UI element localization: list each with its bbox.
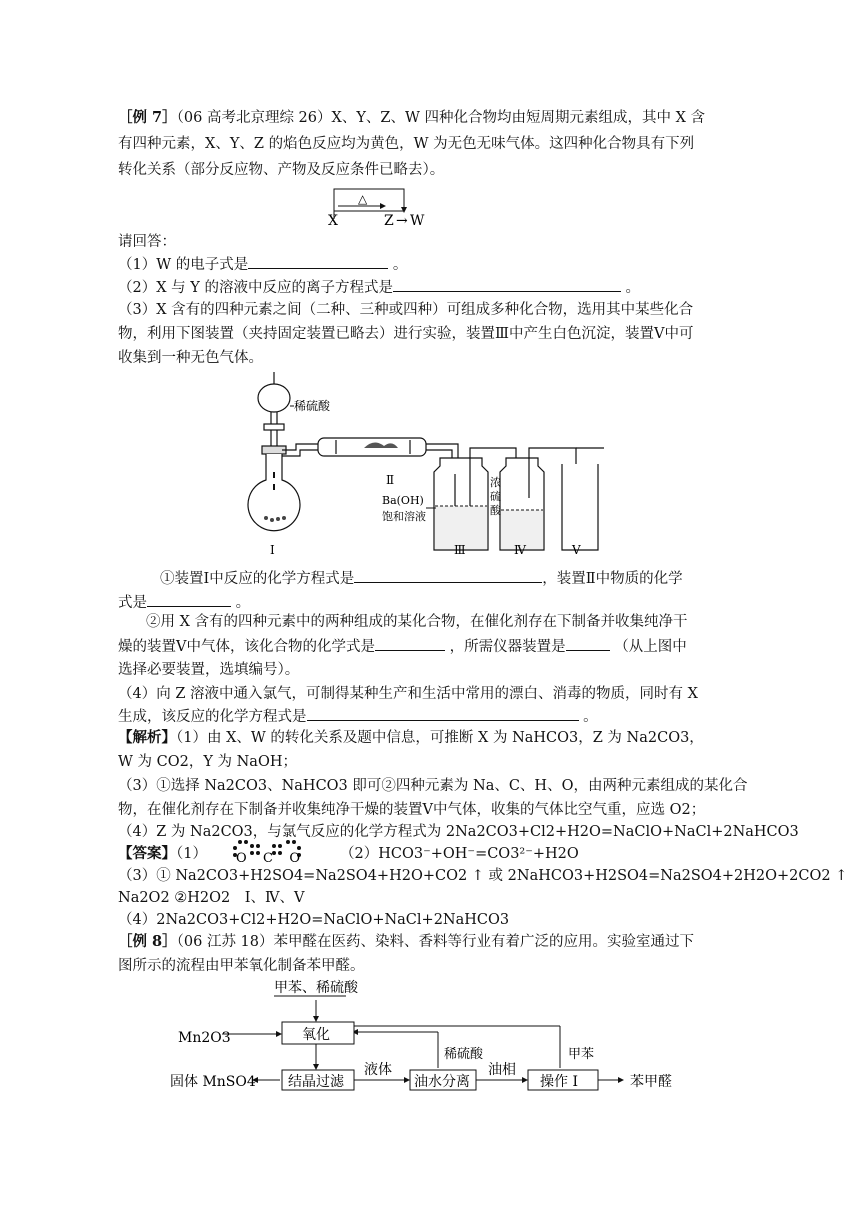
heat-symbol: △ [358,192,368,206]
ex7-line1 [118,108,705,128]
ex7-q3b-line1: ②用 X 含有的四种元素中的两种组成的某化合物，在催化剂存在下制备并收集纯净干 [146,614,688,630]
baoh-label-1: Ba(OH) [382,494,424,507]
q3b-apparatus-blank [566,636,610,651]
answer-3a: （3）① Na2CO3+H2SO4=Na2SO4+H2O+CO2 ↑ 或 2NaHCO3+H2SO4=Na2SO4+2H2O+2CO2 ↑ [118,868,848,884]
q2-text: （2）X 与 Y 的溶液中反应的离子方程式是 [118,280,393,296]
q2-blank [393,277,621,292]
label-iv: Ⅳ [514,543,526,557]
ex7-intro: （06 高考北京理综 26）X、Y、Z、W 四种化合物均由短周期元素组成，其中 X 含 [176,110,706,126]
q3b-end: （从上图中 [609,639,687,655]
q4-end: 。 [578,709,598,725]
ex7-q4-line2 [118,706,598,727]
analysis-label: 【解析】 [118,729,176,746]
q1-end: 。 [388,257,408,273]
q2-end: 。 [620,280,641,296]
scheme-box [334,189,404,211]
ex8-line2: 图所示的流程由甲苯氧化制备苯甲醛。 [118,958,365,974]
conc-label-3: 酸 [490,504,501,517]
scheme-x-arrowhead [380,203,386,209]
co2-lewis-structure [232,836,312,864]
q3b-text: 燥的装置Ⅴ中气体，该化合物的化学式是 [118,639,375,655]
ex7-line3: 转化关系（部分反应物、产物及反应条件已略去）。 [118,162,445,178]
product-label: 苯甲醛 [630,1074,672,1090]
ex7-line2: 有四种元素，X、Y、Z 的焰色反应均为黄色，W 为无色无味气体。这四种化合物具有下列 [118,136,695,152]
q4-blank [307,706,579,721]
round-bottom-flask [248,454,300,531]
analysis-line1 [118,728,704,748]
oil-phase-label: 油相 [488,1062,516,1078]
operation-label: 操作 I [540,1074,578,1090]
q3b-formula-blank [375,636,445,651]
toluene-recycle-label: 甲苯 [568,1047,595,1062]
label-i: Ⅰ [270,543,275,557]
scheme-arrow: → [396,213,408,229]
ex7-label: ［例 7］ [118,109,177,126]
label-v: Ⅴ [572,543,581,557]
q4-text: 生成，该反应的化学方程式是 [118,709,307,725]
gas-collection-bottle-v [562,464,598,550]
conc-label-1: 浓 [490,476,501,489]
analysis-line2: W 为 CO2，Y 为 NaOH； [118,754,297,770]
q3a-formula-text: 式是 [118,595,147,611]
q1-text: （1）W 的电子式是 [118,257,249,273]
answer-3b: Na2O2 ②H2O2 Ⅰ、Ⅳ、Ⅴ [118,890,305,906]
ex7-q3b-line3: 选择必要装置，选填编号）。 [118,662,300,678]
ex7-q1 [118,254,407,275]
q3b-mid: ，所需仪器装置是 [444,639,566,655]
ex7-q3-line3: 收集到一种无色气体。 [118,350,263,366]
q1-blank [248,254,388,269]
scheme-w: W [410,213,425,229]
ex7-q3a [160,568,683,589]
oxidize-label: 氧化 [302,1027,330,1043]
ex7-q3b-line2 [118,636,687,657]
analysis-text-1: （1）由 X、W 的转化关系及题中信息，可推断 X 为 NaHCO3，Z 为 Na2CO3， [176,730,704,746]
answer-1: （1） [176,846,207,862]
q3a-blank [354,568,542,583]
process-flowchart [170,976,730,1096]
ex7-q2 [118,277,640,298]
separatory-funnel [258,384,290,412]
solid-mnso4-label: 固体 MnSO4 [170,1074,256,1090]
label-iii: Ⅲ [454,543,466,557]
conc-label-2: 硫 [490,490,501,503]
label-ii: Ⅱ [386,473,395,487]
mn2o3-label: Mn2O3 [178,1030,231,1046]
separator-label: 油水分离 [414,1074,470,1090]
answer-label: 【答案】 [118,845,176,862]
feed-label: 甲苯、稀硫酸 [274,980,358,996]
liquid-label: 液体 [364,1062,392,1078]
ex8-intro: （06 江苏 18）苯甲醛在医药、染料、香料等行业有着广泛的应用。实验室通过下 [176,934,695,950]
conversion-scheme [318,185,438,229]
analysis-line3: （3）①选择 Na2CO3、NaHCO3 即可②四种元素为 Na、C、H、O，由两种元素组成的某化合 [118,778,748,794]
q3a-mid: ，装置Ⅱ中物质的化学 [542,571,683,587]
analysis-line4: 物，在催化剂存在下制备并收集纯净干燥的装置Ⅴ中气体，收集的气体比空气重，应选 O2； [118,802,706,818]
filter-label: 结晶过滤 [288,1074,344,1090]
answer-4: （4）2Na2CO3+Cl2+H2O=NaClO+NaCl+2NaHCO3 [118,912,510,928]
baoh-label-2: 饱和溶液 [382,510,426,523]
ex7-ask: 请回答： [118,234,176,250]
lewis-atoms: O C O [236,851,300,864]
scheme-z: Z [384,213,394,229]
apparatus-diagram [236,368,608,560]
acid-label: 稀硫酸 [294,399,331,413]
q3a-text: ①装置Ⅰ中反应的化学方程式是 [160,571,355,587]
scheme-x: X [328,213,338,229]
ex7-q4-line1: （4）向 Z 溶液中通入氯气，可制得某种生产和生活中常用的漂白、消毒的物质，同时有 X [118,686,698,702]
analysis-line5: （4）Z 为 Na2CO3，与氯气反应的化学方程式为 2Na2CO3+Cl2+H2O=NaClO+NaCl+2NaHCO3 [118,824,799,840]
ex8-label: ［例 8］ [118,933,177,950]
answer-line1 [118,844,207,864]
acid-recycle-label: 稀硫酸 [444,1047,484,1062]
q3a-formula-blank [147,592,231,607]
stopcock [264,424,284,430]
ex7-q3-line1: （3）X 含有的四种元素之间（二种、三种或四种）可组成多种化合物，选用其中某些化合 [118,302,694,318]
ex8-line1 [118,932,694,952]
answer-2: （2）HCO3⁻+OH⁻=CO3²⁻+H2O [340,846,579,862]
ex7-q3-line2: 物，利用下图装置（夹持固定装置已略去）进行实验，装置Ⅲ中产生白色沉淀，装置Ⅴ中可 [118,326,694,342]
q3a-line2-end: 。 [231,595,251,611]
ex7-q3a-line2 [118,592,250,613]
